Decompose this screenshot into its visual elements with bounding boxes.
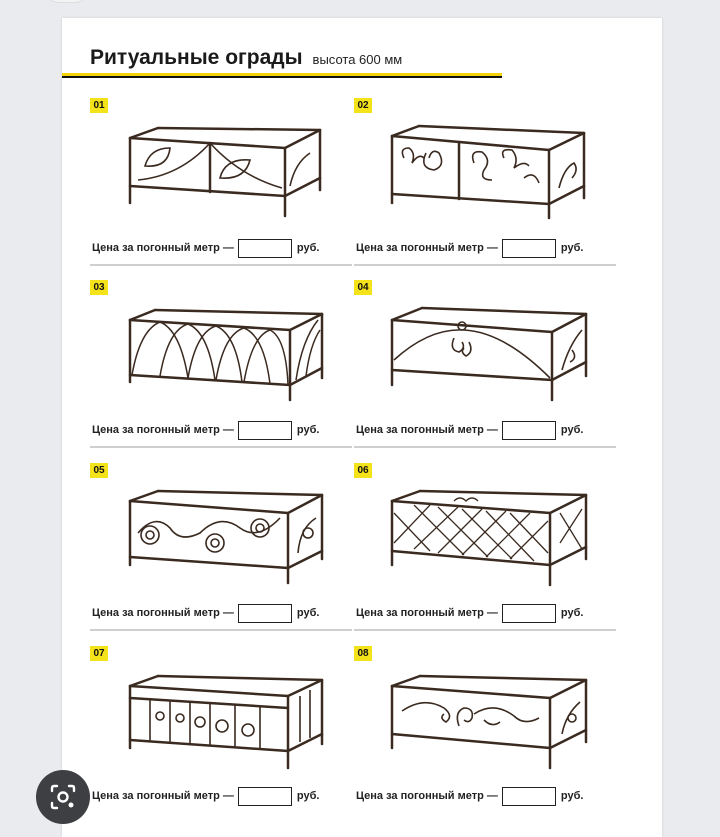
currency-label: руб. (296, 242, 320, 254)
fence-item-04 (354, 280, 616, 458)
price-box (502, 239, 556, 258)
item-number: 01 (90, 98, 108, 113)
item-number: 02 (354, 98, 372, 113)
item-separator (90, 629, 352, 631)
fence-image (110, 656, 350, 774)
currency-label: руб. (560, 242, 584, 254)
page-header (90, 46, 402, 70)
page-subtitle: высота 600 мм (312, 52, 403, 67)
price-label: Цена за погонный метр — (356, 607, 498, 619)
item-separator (354, 446, 616, 448)
price-box (238, 421, 292, 440)
price-box (238, 604, 292, 623)
item-number: 08 (354, 646, 372, 661)
price-row (92, 786, 319, 806)
price-row (92, 420, 319, 440)
fence-image (374, 290, 614, 408)
currency-label: руб. (560, 607, 584, 619)
fence-item-02 (354, 98, 616, 276)
fence-image (374, 108, 614, 226)
item-number: 05 (90, 463, 108, 478)
catalog-page (62, 18, 662, 837)
price-box (238, 787, 292, 806)
item-separator (354, 264, 616, 266)
price-row (356, 420, 583, 440)
price-label: Цена за погонный метр — (356, 242, 498, 254)
price-row (356, 238, 583, 258)
currency-label: руб. (296, 424, 320, 436)
fence-item-08 (354, 646, 616, 824)
price-row (356, 786, 583, 806)
price-label: Цена за погонный метр — (356, 790, 498, 802)
header-black-rule (62, 76, 502, 78)
fence-image (374, 656, 614, 774)
fence-image (110, 290, 350, 408)
price-label: Цена за погонный метр — (92, 242, 234, 254)
top-image-edge (44, 0, 90, 3)
price-row (92, 238, 319, 258)
price-row (356, 603, 583, 623)
item-separator (90, 264, 352, 266)
item-number: 07 (90, 646, 108, 661)
fence-image (374, 473, 614, 591)
currency-label: руб. (296, 607, 320, 619)
lens-search-button[interactable] (36, 770, 90, 824)
price-label: Цена за погонный метр — (92, 790, 234, 802)
fence-item-05 (90, 463, 352, 641)
currency-label: руб. (560, 424, 584, 436)
lens-icon (48, 782, 78, 812)
page-title: Ритуальные ограды (90, 46, 303, 69)
price-box (238, 239, 292, 258)
price-label: Цена за погонный метр — (92, 424, 234, 436)
currency-label: руб. (560, 790, 584, 802)
price-label: Цена за погонный метр — (92, 607, 234, 619)
item-number: 04 (354, 280, 372, 295)
currency-label: руб. (296, 790, 320, 802)
item-number: 03 (90, 280, 108, 295)
fence-item-07 (90, 646, 352, 824)
price-label: Цена за погонный метр — (356, 424, 498, 436)
price-row (92, 603, 319, 623)
fence-image (110, 108, 350, 226)
item-separator (90, 446, 352, 448)
item-separator (354, 629, 616, 631)
item-number: 06 (354, 463, 372, 478)
fence-item-06 (354, 463, 616, 641)
price-box (502, 787, 556, 806)
fence-image (110, 473, 350, 591)
fence-item-01 (90, 98, 352, 276)
price-box (502, 604, 556, 623)
price-box (502, 421, 556, 440)
fence-item-03 (90, 280, 352, 458)
